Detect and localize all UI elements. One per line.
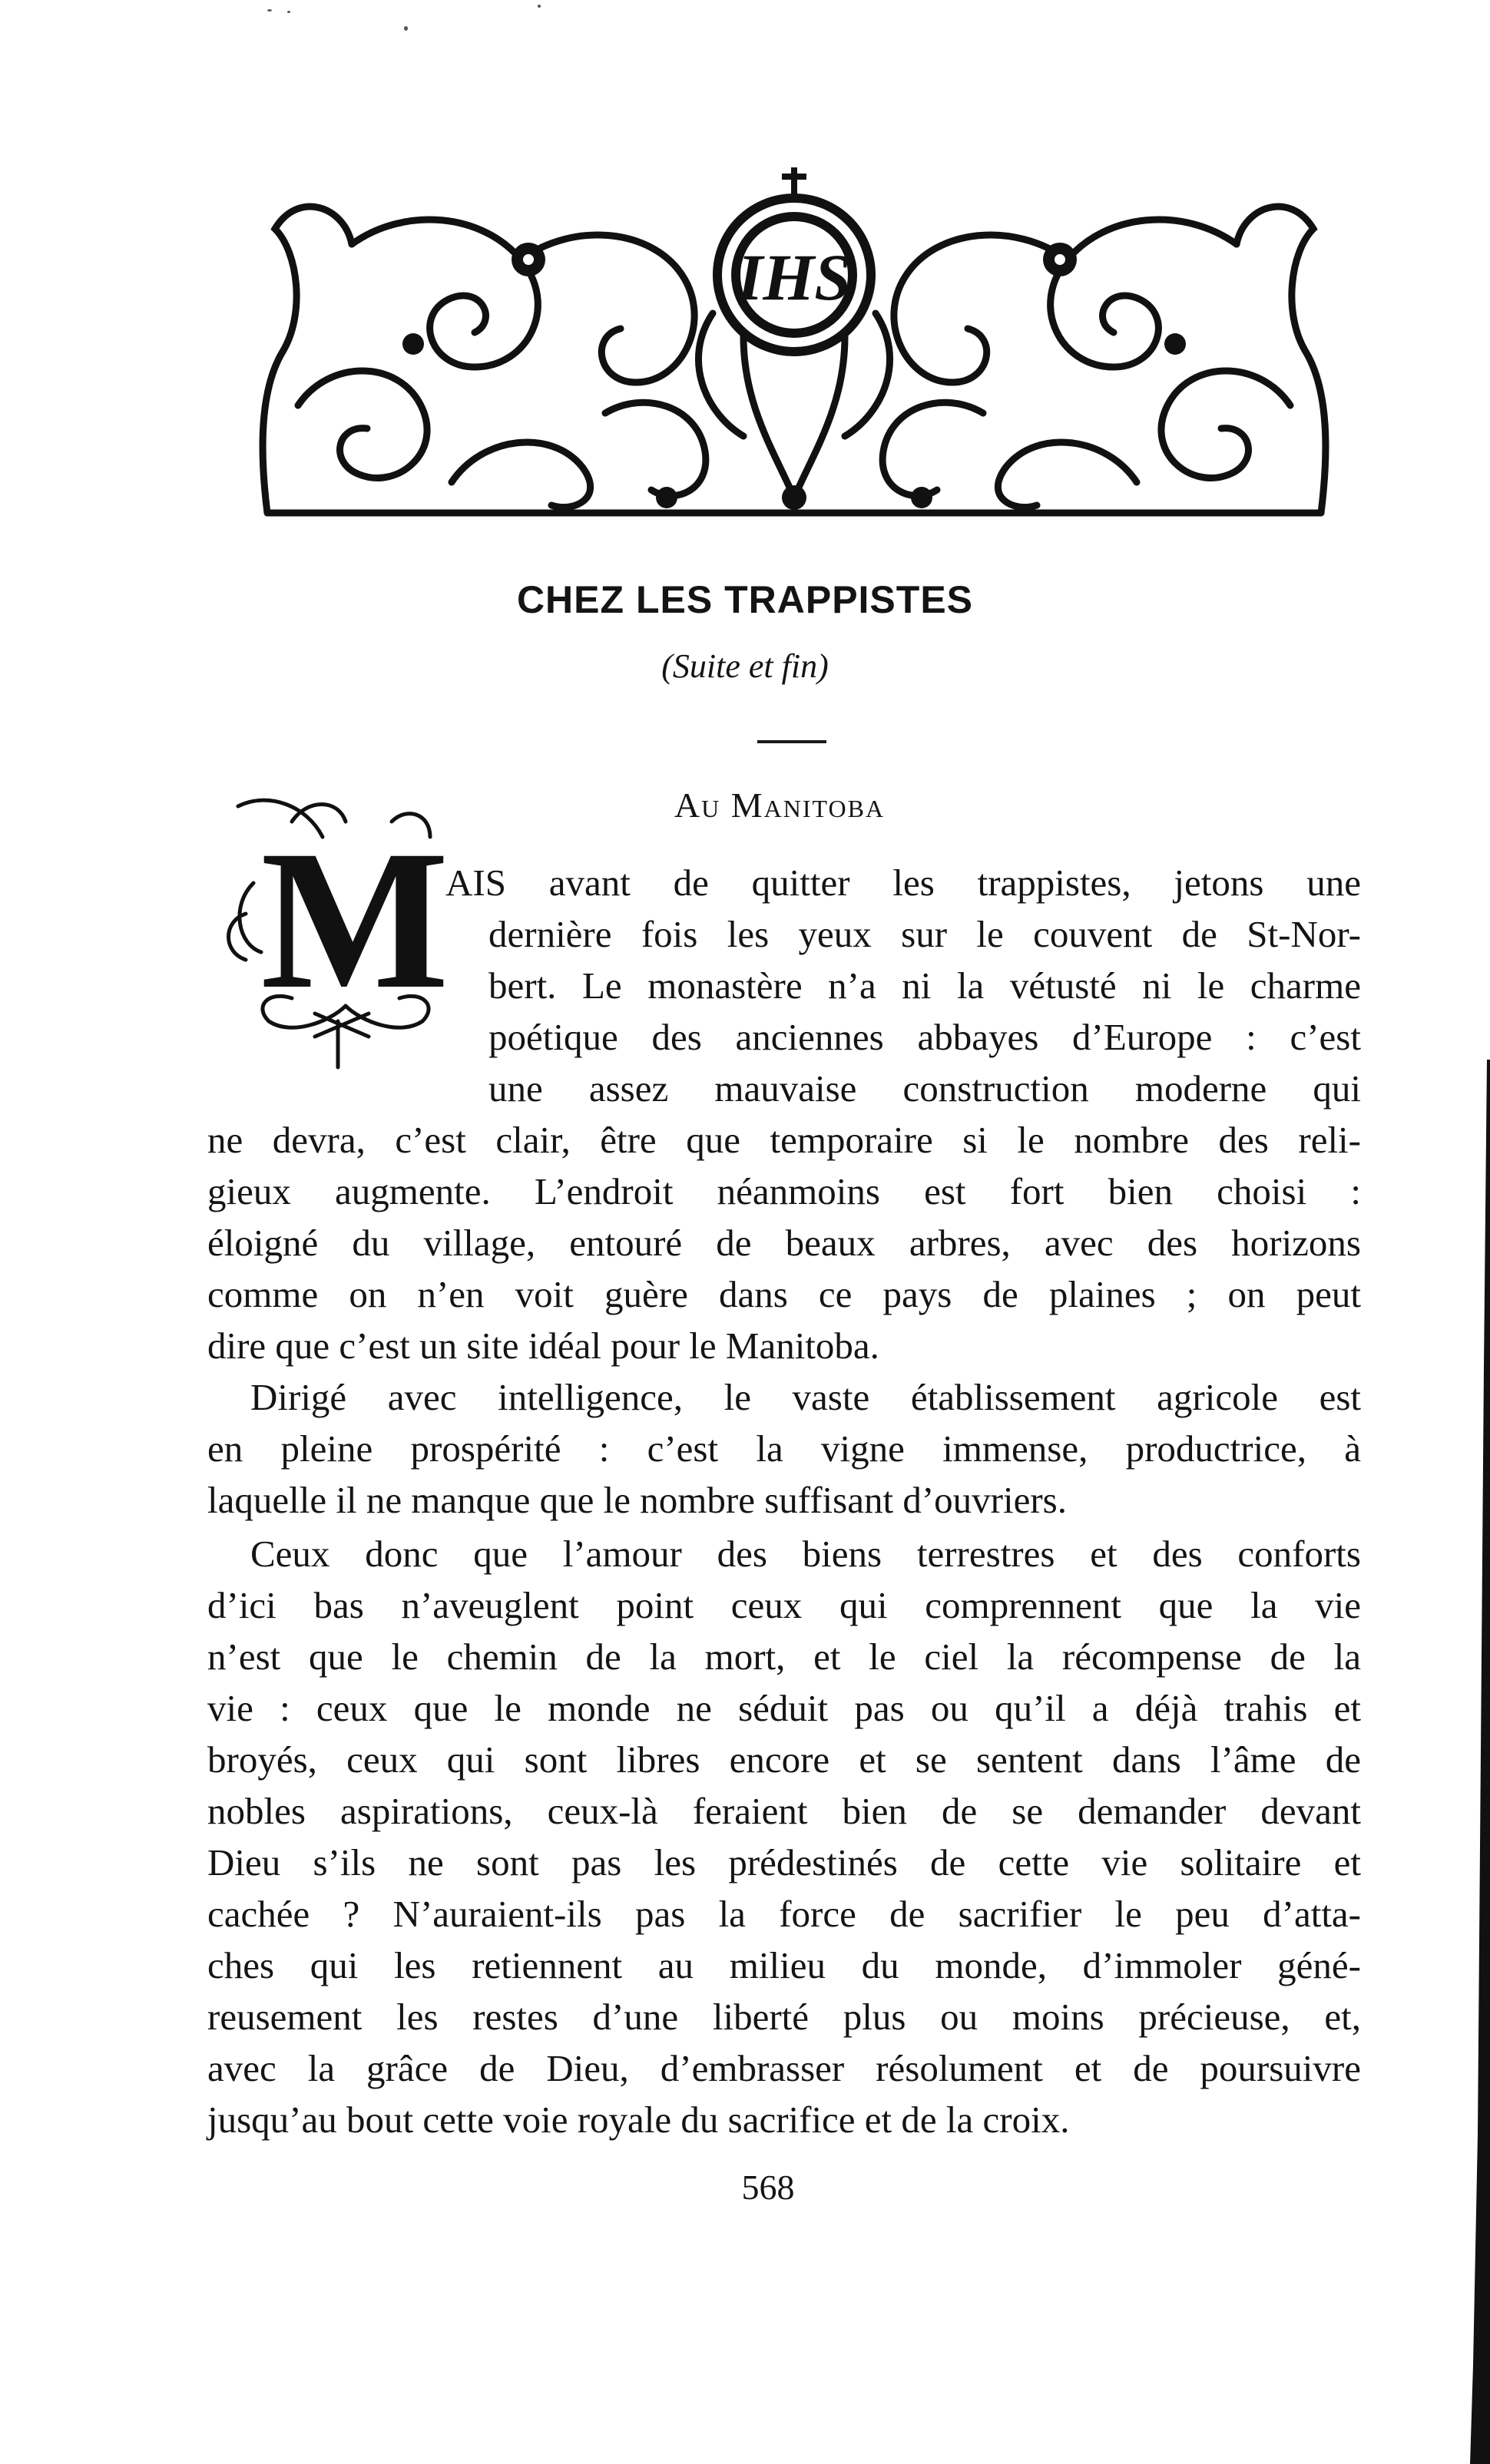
text-line: éloigné du village, entouré de beaux arbres, avec des horizons [207, 1222, 1361, 1264]
scan-speck [538, 5, 541, 8]
text-line: poétique des anciennes abbayes d’Europe : c’est [488, 1016, 1361, 1058]
text-line: ches qui les retiennent au milieu du monde, d’immoler géné- [207, 1944, 1361, 1986]
scan-speck [267, 9, 272, 12]
scan-speck [404, 26, 408, 31]
text-line: Dieu s’ils ne sont pas les prédestinés de cette vie solitaire et [207, 1841, 1361, 1884]
text-line: gieux augmente. L’endroit néanmoins est fort bien choisi : [207, 1170, 1361, 1212]
chapter-title: CHEZ LES TRAPPISTES [516, 578, 974, 621]
scan-speck [287, 11, 290, 13]
text-line: dernière fois les yeux sur le couvent de St-Nor- [488, 913, 1361, 955]
text-line: nobles aspirations, ceux-là feraient bien de se demander devant [207, 1790, 1361, 1832]
text-line: cachée ? N’auraient-ils pas la force de sacrifier le peu d’atta- [207, 1893, 1361, 1935]
title-divider [757, 740, 826, 743]
text-line: Ceux donc que l’amour des biens terrestres et des conforts [250, 1533, 1361, 1575]
text-line: avec la grâce de Dieu, d’embrasser résolument et de poursuivre [207, 2047, 1361, 2089]
text-line: AIS avant de quitter les trappistes, jetons une [445, 862, 1361, 904]
page-edge-shadow [1467, 1060, 1490, 2464]
section-heading: Au Manitoba [674, 786, 886, 825]
text-line: n’est que le chemin de la mort, et le ciel la récompense de la [207, 1636, 1361, 1678]
text-line: Dirigé avec intelligence, le vaste établissement agricole est [250, 1376, 1361, 1418]
svg-text:IHS: IHS [737, 240, 852, 314]
text-line: broyés, ceux qui sont libres encore et se sentent dans l’âme de [207, 1738, 1361, 1781]
ornate-initial-m-icon [223, 791, 469, 1098]
text-line: bert. Le monastère n’a ni la vétusté ni le charme [488, 964, 1361, 1007]
text-line: jusqu’au bout cette voie royale du sacrifice et de la croix. [207, 2099, 1070, 2141]
chapter-subtitle: (Suite et fin) [661, 647, 829, 685]
page-number: 568 [741, 2168, 795, 2207]
floral-scroll-ornament-icon [252, 160, 1336, 521]
text-line: une assez mauvaise construction moderne qui [488, 1067, 1361, 1110]
text-line: d’ici bas n’aveuglent point ceux qui comprennent que la vie [207, 1584, 1361, 1626]
text-line: reusement les restes d’une liberté plus ou moins précieuse, et, [207, 1996, 1361, 2038]
dropcap-letter: M [260, 809, 449, 1030]
text-line: ne devra, c’est clair, être que temporaire si le nombre des reli- [207, 1119, 1361, 1161]
text-line: laquelle il ne manque que le nombre suffisant d’ouvriers. [207, 1479, 1067, 1521]
text-line: dire que c’est un site idéal pour le Manitoba. [207, 1325, 879, 1367]
text-line: vie : ceux que le monde ne séduit pas ou qu’il a déjà trahis et [207, 1687, 1361, 1729]
text-line: en pleine prospérité : c’est la vigne immense, productrice, à [207, 1427, 1361, 1470]
text-line: comme on n’en voit guère dans ce pays de plaines ; on peut [207, 1273, 1361, 1315]
